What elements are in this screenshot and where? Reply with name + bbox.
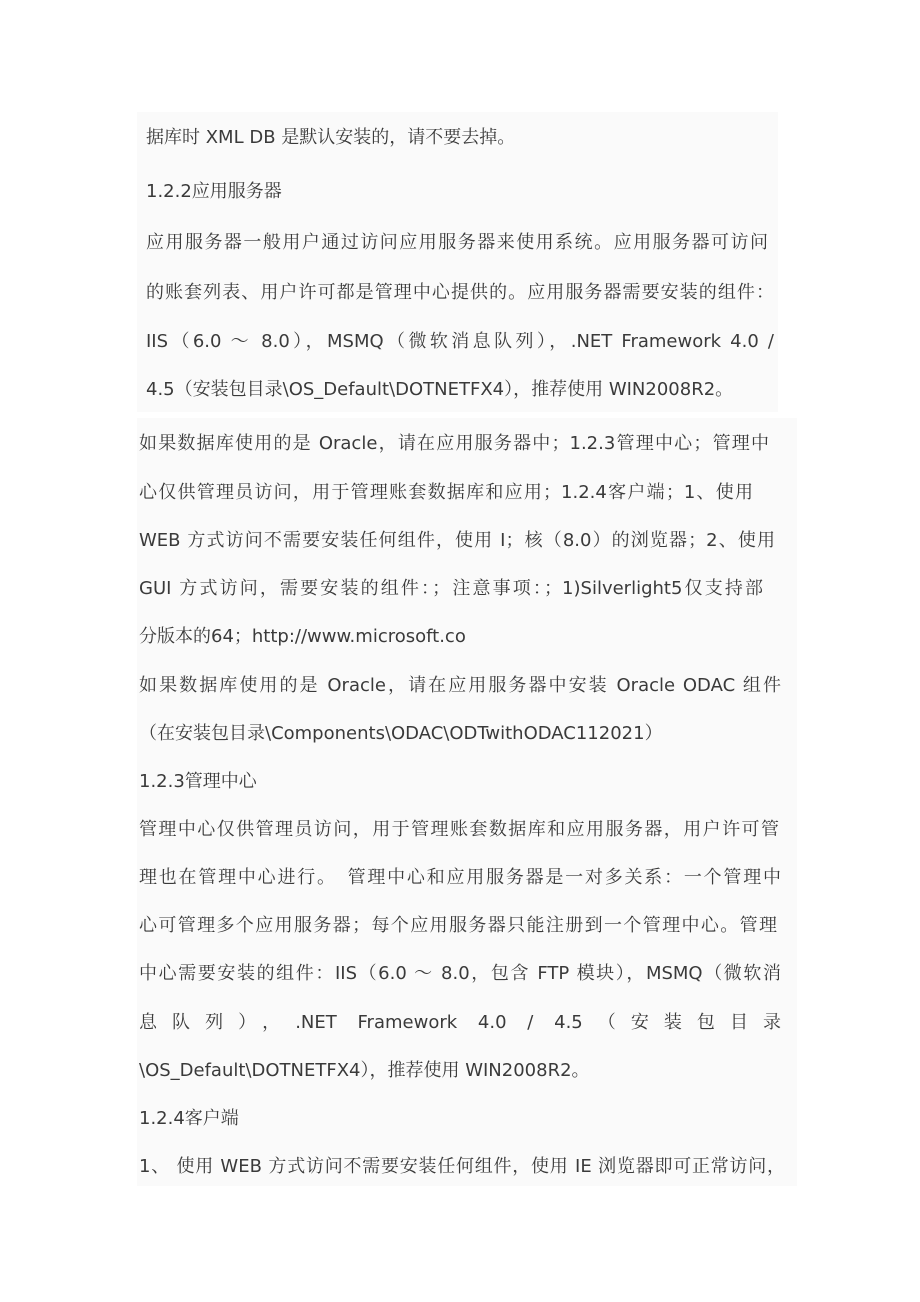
intro-line: 据库时 XML DB 是默认安装的，请不要去掉。 [146, 127, 516, 148]
paragraph-line: 应用服务器一般用户通过访问应用服务器来使用系统。应用服务器可访问 [146, 232, 768, 253]
section-heading-124: 1.2.4客户端 [139, 1108, 239, 1129]
paragraph-line: 4.5（安装包目录\OS_Default\DOTNETFX4），推荐使用 WIN2008R2。 [146, 379, 734, 400]
paragraph-line: 中心需要安装的组件：IIS（6.0 ～ 8.0，包含 FTP 模块），MSMQ（微软消 [139, 963, 781, 984]
top-text-block [137, 112, 778, 412]
paragraph-line: 息队列），.NET Framework 4.0 / 4.5（安装包目录 [139, 1012, 781, 1033]
paragraph-line: 的账套列表、用户许可都是管理中心提供的。应用服务器需要安装的组件： [146, 282, 774, 303]
paragraph-line: \OS_Default\DOTNETFX4），推荐使用 WIN2008R2。 [139, 1060, 590, 1081]
section-heading-122: 1.2.2应用服务器 [146, 181, 282, 202]
paragraph-line: IIS（6.0 ～ 8.0），MSMQ（微软消息队列），.NET Framework 4.0 / [146, 331, 774, 352]
section-heading-123: 1.2.3管理中心 [139, 771, 257, 792]
summary-line: 分版本的64；http://www.microsoft.co [139, 626, 466, 647]
summary-line: 如果数据库使用的是 Oracle，请在应用服务器中；1.2.3管理中心；管理中 [139, 433, 769, 454]
summary-line: GUI 方式访问，需要安装的组件：；注意事项：；1)Silverlight5仅支持部 [139, 578, 763, 599]
oracle-note-line: （在安装包目录\Components\ODAC\ODTwithODAC112021） [139, 723, 663, 744]
summary-line: 心仅供管理员访问，用于管理账套数据库和应用；1.2.4客户端；1、使用 [139, 482, 753, 503]
paragraph-line: 1、 使用 WEB 方式访问不需要安装任何组件，使用 IE 浏览器即可正常访问， [139, 1156, 785, 1177]
paragraph-line: 理也在管理中心进行。 管理中心和应用服务器是一对多关系：一个管理中 [139, 867, 781, 888]
oracle-note-line: 如果数据库使用的是 Oracle，请在应用服务器中安装 Oracle ODAC 组件 [139, 675, 781, 696]
paragraph-line: 管理中心仅供管理员访问，用于管理账套数据库和应用服务器，用户许可管 [139, 819, 779, 840]
paragraph-line: 心可管理多个应用服务器；每个应用服务器只能注册到一个管理中心。管理 [139, 915, 777, 936]
summary-line: WEB 方式访问不需要安装任何组件，使用 I；核（8.0）的浏览器；2、使用 [139, 530, 775, 551]
